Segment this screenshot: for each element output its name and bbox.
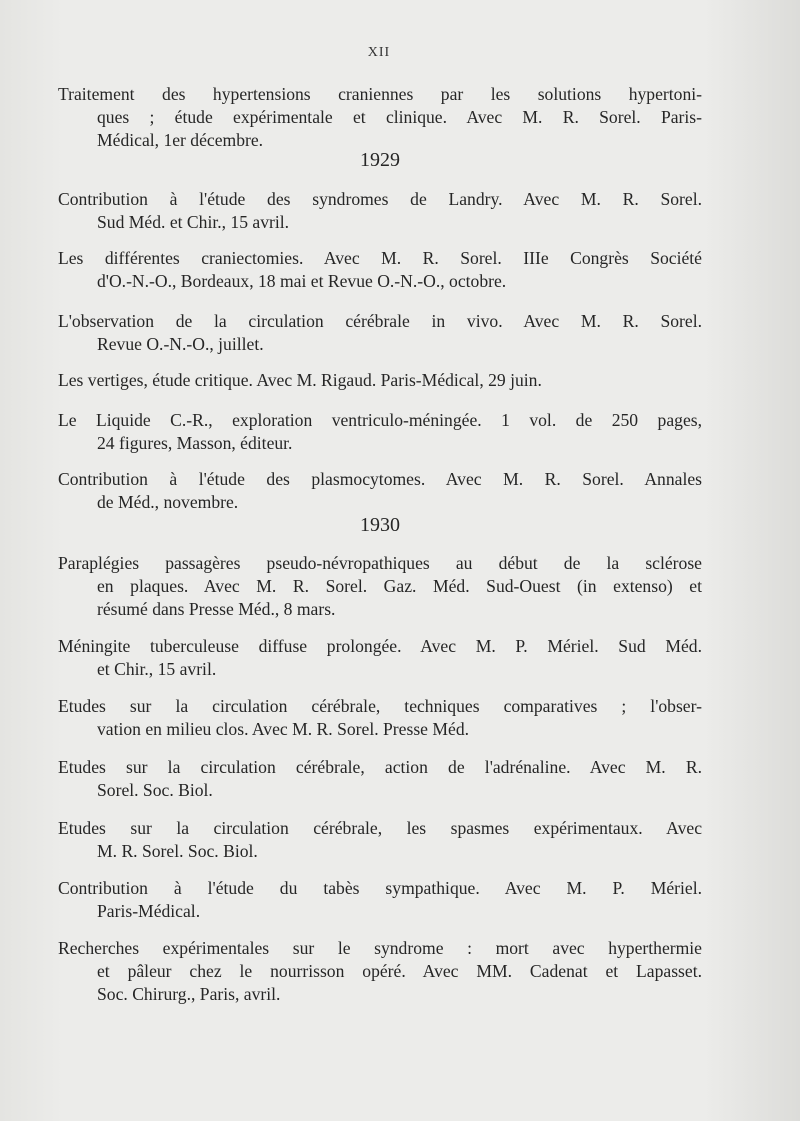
bibliography-entry	[58, 877, 702, 923]
year-heading: 1930	[360, 514, 400, 536]
bibliography-entry	[58, 695, 702, 741]
page-number: XII	[367, 45, 391, 60]
bibliography-entry	[58, 552, 702, 621]
entry-line: Les différentes craniectomies. Avec M. R. Sorel. IIIe Congrès Société	[58, 248, 702, 268]
entry-line: Paris-Médical.	[97, 901, 201, 921]
entry-line: résumé dans Presse Méd., 8 mars.	[97, 599, 336, 619]
bibliography-entry	[58, 635, 702, 681]
entry-line: Les vertiges, étude critique. Avec M. Rigaud. Paris-Médical, 29 juin.	[58, 370, 542, 390]
entry-line: Etudes sur la circulation cérébrale, les spasmes expérimentaux. Avec	[58, 818, 702, 838]
entry-line: Traitement des hypertensions craniennes par les solutions hypertoni-	[58, 84, 702, 104]
entry-line: Recherches expérimentales sur le syndrome : mort avec hyperthermie	[58, 938, 702, 958]
entry-line: Contribution à l'étude des syndromes de Landry. Avec M. R. Sorel.	[58, 189, 702, 209]
entry-line: d'O.-N.-O., Bordeaux, 18 mai et Revue O.-N.-O., octobre.	[97, 271, 507, 291]
year-heading: 1929	[360, 149, 400, 171]
entry-line: ques ; étude expérimentale et clinique. Avec M. R. Sorel. Paris-	[97, 107, 702, 127]
entry-line: M. R. Sorel. Soc. Biol.	[97, 841, 258, 861]
bibliography-entry	[58, 409, 702, 455]
entry-line: Contribution à l'étude des plasmocytomes. Avec M. R. Sorel. Annales	[58, 469, 702, 489]
entry-line: 24 figures, Masson, éditeur.	[97, 433, 293, 453]
entry-line: Etudes sur la circulation cérébrale, action de l'adrénaline. Avec M. R.	[58, 757, 702, 777]
bibliography-entry	[58, 310, 702, 356]
entry-line: Soc. Chirurg., Paris, avril.	[97, 984, 281, 1004]
bibliography-entry	[58, 369, 702, 392]
bibliography-entry	[58, 756, 702, 802]
entry-line: L'observation de la circulation cérébrale in vivo. Avec M. R. Sorel.	[58, 311, 702, 331]
entry-line: Méningite tuberculeuse diffuse prolongée. Avec M. P. Mériel. Sud Méd.	[58, 636, 702, 656]
bibliography-entry	[58, 247, 702, 293]
bibliography-entry	[58, 83, 702, 152]
entry-line: Revue O.-N.-O., juillet.	[97, 334, 264, 354]
entry-line: en plaques. Avec M. R. Sorel. Gaz. Méd. Sud-Ouest (in extenso) et	[97, 576, 702, 596]
entry-line: Sorel. Soc. Biol.	[97, 780, 213, 800]
entry-line: Le Liquide C.-R., exploration ventriculo-méningée. 1 vol. de 250 pages,	[58, 410, 702, 430]
bibliography-entry	[58, 817, 702, 863]
entry-line: Etudes sur la circulation cérébrale, techniques comparatives ; l'obser-	[58, 696, 702, 716]
bibliography-entry	[58, 937, 702, 1006]
entry-line: vation en milieu clos. Avec M. R. Sorel. Presse Méd.	[97, 719, 470, 739]
entry-line: Paraplégies passagères pseudo-névropathiques au début de la sclérose	[58, 553, 702, 573]
entry-line: de Méd., novembre.	[97, 492, 239, 512]
entry-line: Médical, 1er décembre.	[97, 130, 264, 150]
entry-line: et pâleur chez le nourrisson opéré. Avec MM. Cadenat et Lapasset.	[97, 961, 702, 981]
entry-line: et Chir., 15 avril.	[97, 659, 217, 679]
bibliography-entry	[58, 468, 702, 514]
entry-line: Contribution à l'étude du tabès sympathique. Avec M. P. Mériel.	[58, 878, 702, 898]
bibliography-entry	[58, 188, 702, 234]
entry-line: Sud Méd. et Chir., 15 avril.	[97, 212, 290, 232]
